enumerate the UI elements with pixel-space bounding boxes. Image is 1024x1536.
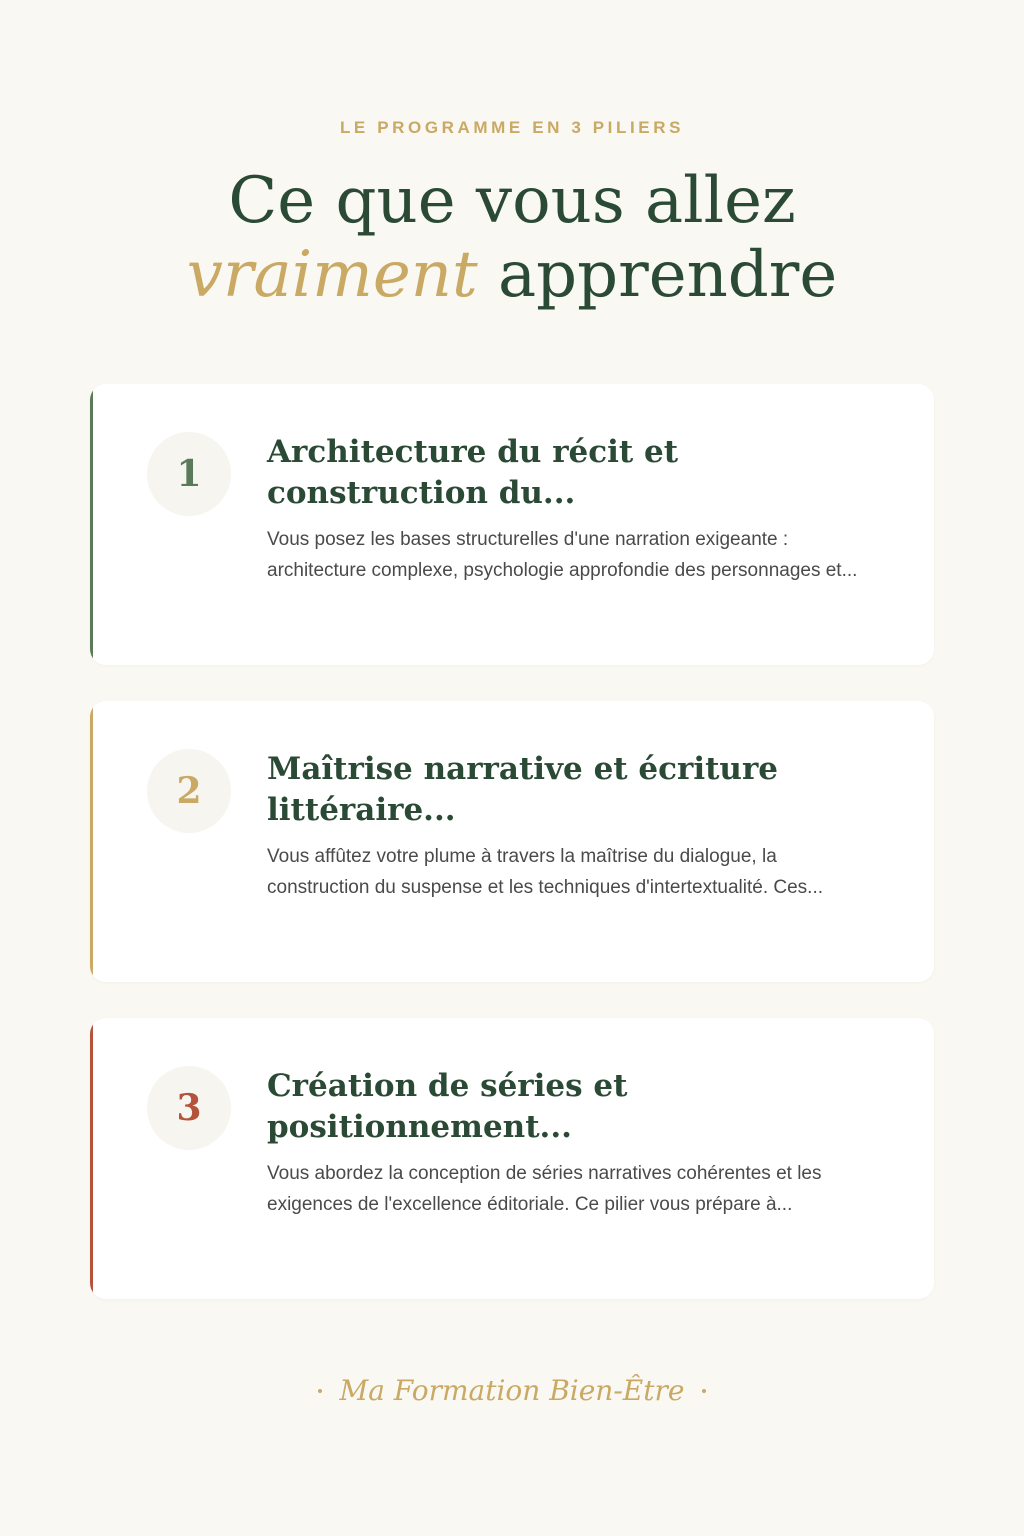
title-line-2-rest: apprendre	[498, 238, 838, 312]
dot-right-icon	[702, 1389, 706, 1393]
title-line-1: Ce que vous allez	[228, 164, 796, 238]
section-title	[0, 164, 1024, 312]
pillar-title: Architecture du récit et construction du...	[267, 434, 679, 511]
section-eyebrow: LE PROGRAMME EN 3 PILIERS	[339, 118, 685, 137]
brand-name: Ma Formation Bien-Être	[339, 1374, 685, 1407]
pillar-card-3	[90, 1018, 934, 1299]
title-accent-word: vraiment	[186, 238, 478, 312]
dot-left-icon	[318, 1389, 322, 1393]
footer-brand	[0, 1374, 1024, 1407]
pillar-title: Création de séries et positionnement...	[267, 1068, 628, 1145]
pillar-number-badge	[147, 749, 231, 833]
pillar-card-1	[90, 384, 934, 665]
pillar-number: 1	[176, 453, 202, 495]
pillar-number: 3	[176, 1087, 202, 1129]
pillar-description: Vous abordez la conception de séries narratives cohérentes et les exigences de l'excellence éditoriale. Ce pilier vous prépare à...	[267, 1163, 822, 1215]
title-line-2	[0, 238, 1024, 312]
pillar-description: Vous posez les bases structurelles d'une narration exigeante : architecture complexe, psychologie approfondie des personnages et...	[267, 529, 858, 581]
pillar-number-badge	[147, 1066, 231, 1150]
pillar-number: 2	[176, 770, 202, 812]
pillar-number-badge	[147, 432, 231, 516]
pillar-card-2	[90, 701, 934, 982]
pillar-description: Vous affûtez votre plume à travers la maîtrise du dialogue, la construction du suspense et les techniques d'intertextualité. Ces...	[267, 846, 824, 898]
pillar-title: Maîtrise narrative et écriture littéraire...	[267, 751, 779, 828]
